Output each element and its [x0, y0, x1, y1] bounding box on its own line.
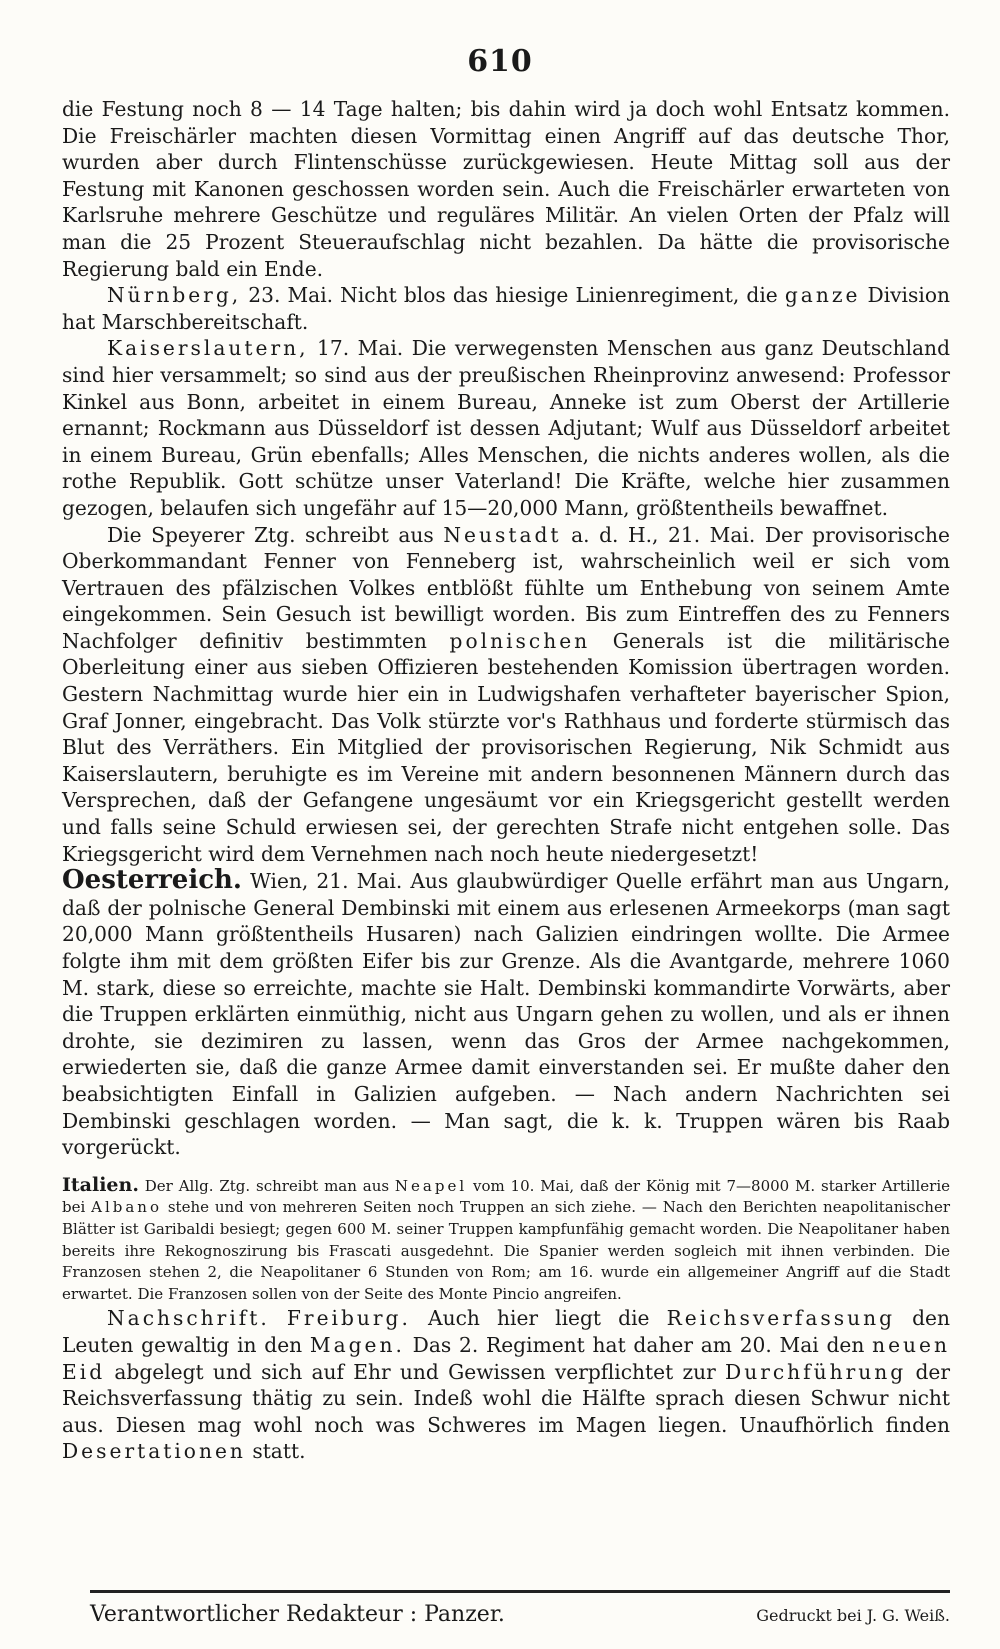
speyerer-text-2: a. d. H., 21. Mai. Der provisorische Oberkommandant Fenner von Fenneberg ist, wahrscheinlich weil er sich vom Vertrauen des pfälzischen Volkes entblößt fühlte um Enthebung von seinem Amte eingekommen. Sein Gesuch ist bewilligt worden. Bis zum Eintreffen des zu Fenners Nachfolger definitiv bestimmten	[62, 522, 950, 653]
section-heading-italien: Italien.	[62, 1173, 139, 1196]
place-albano: Albano	[91, 1198, 162, 1217]
paragraph-italien	[62, 1175, 950, 1306]
oesterreich-text: Wien, 21. Mai. Aus glaubwürdiger Quelle erfährt man aus Ungarn, daß der polnische General Dembinski mit einem aus erlesenen Armeekorps (man sagt 20,000 Mann größtentheils Husaren) nach Galizien eindringen wollte. Die Armee folgte ihm mit dem größten Eifer bis zur Grenze. Als die Avantgarde, mehrere 1060 M. stark, diese so erreichte, machte sie Halt. Dembinski kommandirte Vorwärts, aber die Truppen erklärten einmüthig, nicht aus Ungarn gehen zu wollen, und als er ihnen drohte, sie dezimiren zu lassen, wenn das Gros der Armee nachgekommen, erwiederten sie, daß die ganze Armee damit einverstanden sei. Er mußte daher den beabsichtigten Einfall in Galizien aufgeben. — Nach andern Nachrichten sei Dembinski geschlagen worden. — Man sagt, die k. k. Truppen wären bis Raab vorgerückt.	[62, 869, 950, 1160]
kaiserslautern-text: 17. Mai. Die verwegensten Menschen aus ganz Deutschland sind hier versammelt; so sind aus der preußischen Rheinprovinz anwesend: Professor Kinkel aus Bonn, arbeitet in einem Bureau, Anneke ist zum Oberst der Artillerie ernannt; Rockmann aus Düsseldorf ist dessen Adjutant; Wulf aus Düsseldorf arbeitet in einem Bureau, Grün ebenfalls; Alles Menschen, die nichts anderes wollen, als die rothe Republik. Gott schütze unser Vaterland! Die Kräfte, welche hier zusammen gezogen, belaufen sich ungefähr auf 15—20,000 Mann, größtentheils bewaffnet.	[62, 336, 950, 520]
nachschrift-emphasis-3: neuen Eid	[62, 1332, 951, 1384]
dateline-kaiserslautern: Kaiserslautern,	[107, 336, 309, 361]
nachschrift-text-4: abgelegt und sich auf Ehr und Gewissen verpflichtet zur	[105, 1359, 726, 1384]
nachschrift-emphasis-2: Magen.	[309, 1332, 405, 1357]
speyerer-text-3: Generals ist die militärische Oberleitung einer aus sieben Offizieren bestehenden Komission übertragen worden. Gestern Nachmittag wurde hier ein in Ludwigshafen verhafteter bayerischer Spion, Graf Jonner, eingebracht. Das Volk stürzte vor's Rathhaus und forderte stürmisch das Blut des Verräthers. Ein Mitglied der provisorischen Regierung, Nik Schmidt aus Kaiserslautern, beruhigte es im Vereine mit andern besonnenen Männern durch das Versprechen, daß der Gefangene ungesäumt vor ein Kriegsgericht gestellt werden und falls seine Schuld erwiesen sei, der gerechten Strafe nicht entgehen solle. Das Kriegsgericht wird dem Vernehmen nach noch heute niedergesetzt!	[62, 628, 950, 866]
speyerer-emphasis: polnischen	[449, 628, 591, 653]
dateline-neustadt: Neustadt	[443, 522, 562, 547]
nachschrift-label: Nachschrift.	[107, 1306, 270, 1331]
italien-text-2: vom 10. Mai, daß der König mit 7—8000 M. starker Artillerie bei	[62, 1176, 950, 1217]
page-number: 610	[467, 44, 533, 79]
nachschrift-text-3: Das 2. Regiment hat daher am 20. Mai den	[404, 1332, 873, 1357]
paragraph-nuernberg	[62, 282, 950, 335]
nachschrift-emphasis-5: Desertationen	[62, 1439, 246, 1464]
speyerer-text-1: Die Speyerer Ztg. schreibt aus	[107, 522, 444, 547]
nachschrift-emphasis-1: Reichsverfassung	[666, 1306, 896, 1331]
nachschrift-text-1: Auch hier liegt die	[410, 1306, 667, 1331]
paragraph-oesterreich	[62, 867, 950, 1161]
paragraph-speyerer	[62, 522, 950, 868]
printer-credit: Gedruckt bei J. G. Weiß.	[756, 1606, 950, 1625]
nuernberg-emphasis: ganze	[784, 283, 861, 308]
article-body	[62, 96, 950, 1465]
dateline-neapel: Neapel	[394, 1176, 468, 1195]
footer	[90, 1602, 950, 1627]
paragraph-kaiserslautern	[62, 335, 950, 521]
nachschrift-emphasis-4: Durchführung	[725, 1359, 907, 1384]
italien-text-3: stehe und von mehreren Seiten noch Truppen an sich ziehe. — Nach den Berichten neapolitanischer Blätter ist Garibaldi besiegt; gegen 600 M. seiner Truppen kampfunfähig gemacht worden. Die Neapolitaner haben bereits ihre Rekognoszirung bis Frascati ausgedehnt. Die Spanier werden sogleich mit ihnen verbinden. Die Franzosen stehen 2, die Neapolitaner 6 Stunden von Rom; am 16. wurde ein allgemeiner Angriff auf die Stadt erwartet. Die Franzosen sollen von der Seite des Monte Pincio angreifen.	[62, 1198, 950, 1303]
italien-text-1: Der Allg. Ztg. schreibt man aus	[138, 1176, 395, 1195]
dateline-nuernberg: Nürnberg,	[107, 283, 242, 308]
dateline-freiburg: Freiburg.	[286, 1306, 411, 1331]
nuernberg-text-2: Division hat Marschbereitschaft.	[62, 283, 950, 334]
paragraph-festung: die Festung noch 8 — 14 Tage halten; bis dahin wird ja doch wohl Entsatz kommen. Die Freischärler machten diesen Vormittag einen Angriff auf das deutsche Thor, wurden aber durch Flintenschüsse zurückgewiesen. Heute Mittag soll aus der Festung mit Kanonen geschossen worden sein. Auch die Freischärler erwarteten von Karlsruhe mehrere Geschütze und reguläres Militär. An vielen Orten der Pfalz will man die 25 Prozent Steueraufschlag nicht bezahlen. Da hätte die provisorische Regierung bald ein Ende.	[62, 97, 950, 281]
nachschrift-text-2: den Leuten gewaltig in den	[62, 1306, 950, 1357]
nachschrift-text-6: statt.	[245, 1439, 306, 1464]
nuernberg-text-1: 23. Mai. Nicht blos das hiesige Linienregiment, die	[241, 283, 785, 308]
paragraph-nachschrift	[62, 1305, 950, 1465]
footer-rule	[90, 1590, 950, 1593]
nachschrift-text-5: der Reichsverfassung thätig zu sein. Indeß wohl die Hälfte sprach diesen Schwur nicht aus. Diesen mag wohl noch was Schweres im Magen liegen. Unaufhörlich finden	[62, 1359, 951, 1437]
section-heading-oesterreich: Oesterreich.	[62, 865, 242, 896]
editor-credit: Verantwortlicher Redakteur : Panzer.	[90, 1602, 505, 1627]
